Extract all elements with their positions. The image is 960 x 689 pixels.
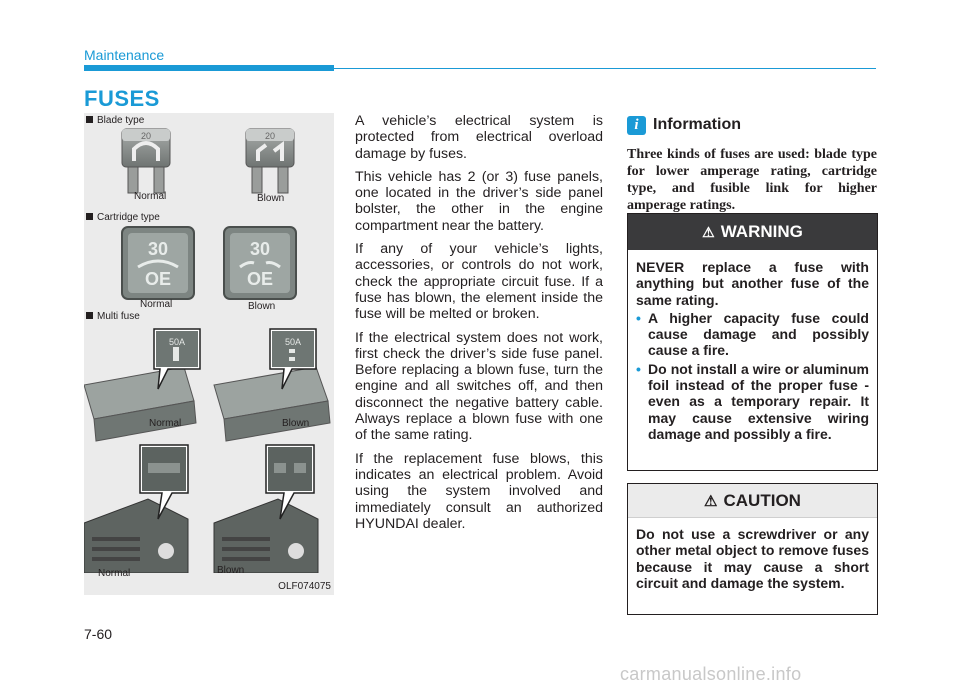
information-text: Three kinds of fuses are used: blade type for lower amperage rating, cartridge type, and fusible link for higher amperage ratings.: [627, 147, 877, 213]
blade-blown-marking: 20: [264, 131, 276, 141]
body-paragraph: If the electrical system does not work, first check the driver’s side fuse panel. Before replacing a blown fuse, turn the engine and all switches off, and then disconnect the negative battery cable. Always replace a blown fuse with one of the same rating.: [355, 329, 603, 444]
cartridge-normal-marking-bottom: OE: [144, 269, 172, 289]
link-blown-caption: Blown: [217, 565, 245, 576]
warning-item: • Do not install a wire or aluminum foil instead of the proper fuse - even as a temporary repair. It may cause extensive wiring damage and possibly a fire.: [636, 360, 869, 442]
information-title: Information: [653, 116, 741, 133]
blade-blown-caption: Blown: [257, 193, 285, 204]
fusible-link-blown: [214, 445, 318, 573]
warning-box: [627, 213, 878, 471]
warning-triangle-icon: ⚠: [702, 224, 715, 240]
fusible-link-normal: [84, 445, 188, 573]
link-normal-caption: Normal: [98, 568, 131, 579]
watermark: carmanualsonline.info: [620, 664, 802, 684]
section-title: Maintenance: [84, 47, 165, 63]
caution-header: [628, 484, 877, 518]
page-number: 7-60: [84, 626, 113, 642]
cartridge-blown-marking-bottom: OE: [246, 269, 274, 289]
blade-fuse-blown: [246, 129, 294, 193]
bullet-icon: •: [636, 360, 641, 377]
multi-normal-marking: 50A: [168, 337, 186, 347]
multi-blown-marking: 50A: [284, 337, 302, 347]
warning-item: • A higher capacity fuse could cause damage and possibly cause a fire.: [636, 309, 869, 359]
bullet-icon: •: [636, 309, 641, 326]
cartridge-fuse-illustration: [120, 225, 300, 301]
figure-code: OLF074075: [278, 581, 331, 592]
multi-fuse-strip-normal: [84, 329, 200, 441]
body-paragraph: If any of your vehicle’s lights, accessories, or controls do not work, check the appropriate circuit fuse. If a fuse has blown, the element inside the fuse will be melted or broken.: [355, 241, 603, 323]
header-rule-thin: [334, 68, 876, 69]
multi-blown-caption: Blown: [282, 418, 310, 429]
cartridge-blown-caption: Blown: [248, 301, 276, 312]
header-rule-thick: [84, 65, 334, 71]
cartridge-fuse-normal: [122, 227, 194, 299]
multi-fuse-strip-blown: [214, 329, 330, 441]
cartridge-blown-marking-top: 30: [249, 239, 271, 259]
multi-fuse-label: Multi fuse: [84, 311, 140, 322]
caution-title: CAUTION: [723, 491, 801, 510]
caution-text: Do not use a screwdriver or any other metal object to remove fuses because it may cause a short circuit and damage the system.: [636, 526, 869, 591]
body-paragraph: This vehicle has 2 (or 3) fuse panels, one located in the driver’s side panel bolster, the other in the engine compartment near the battery.: [355, 168, 603, 234]
warning-body: [628, 250, 877, 442]
multi-fuse-illustration: [84, 323, 334, 573]
page-title: FUSES: [84, 86, 160, 111]
body-paragraph: A vehicle’s electrical system is protected from electrical overload damage by fuses.: [355, 113, 603, 162]
blade-fuse-illustration: [114, 127, 304, 197]
info-icon: i: [627, 116, 646, 135]
warning-title: WARNING: [720, 222, 803, 241]
caution-triangle-icon: ⚠: [704, 493, 718, 510]
blade-type-label: Blade type: [84, 115, 144, 126]
fuse-types-figure: [84, 113, 334, 595]
body-paragraph: If the replacement fuse blows, this indicates an electrical problem. Avoid using the system involved and immediately consult an authorized HYUNDAI dealer.: [355, 450, 603, 532]
body-text: [355, 113, 603, 539]
cartridge-type-label: Cartridge type: [84, 212, 160, 223]
blade-normal-marking: 20: [140, 131, 152, 141]
cartridge-normal-caption: Normal: [140, 299, 173, 310]
caution-box: [627, 483, 878, 615]
cartridge-fuse-blown: [224, 227, 296, 299]
warning-intro: NEVER replace a fuse with anything but another fuse of the same rating.: [636, 259, 869, 308]
warning-header: [628, 214, 877, 250]
blade-normal-caption: Normal: [134, 191, 167, 202]
cartridge-normal-marking-top: 30: [147, 239, 169, 259]
multi-normal-caption: Normal: [149, 418, 182, 429]
blade-fuse-normal: [122, 129, 170, 193]
